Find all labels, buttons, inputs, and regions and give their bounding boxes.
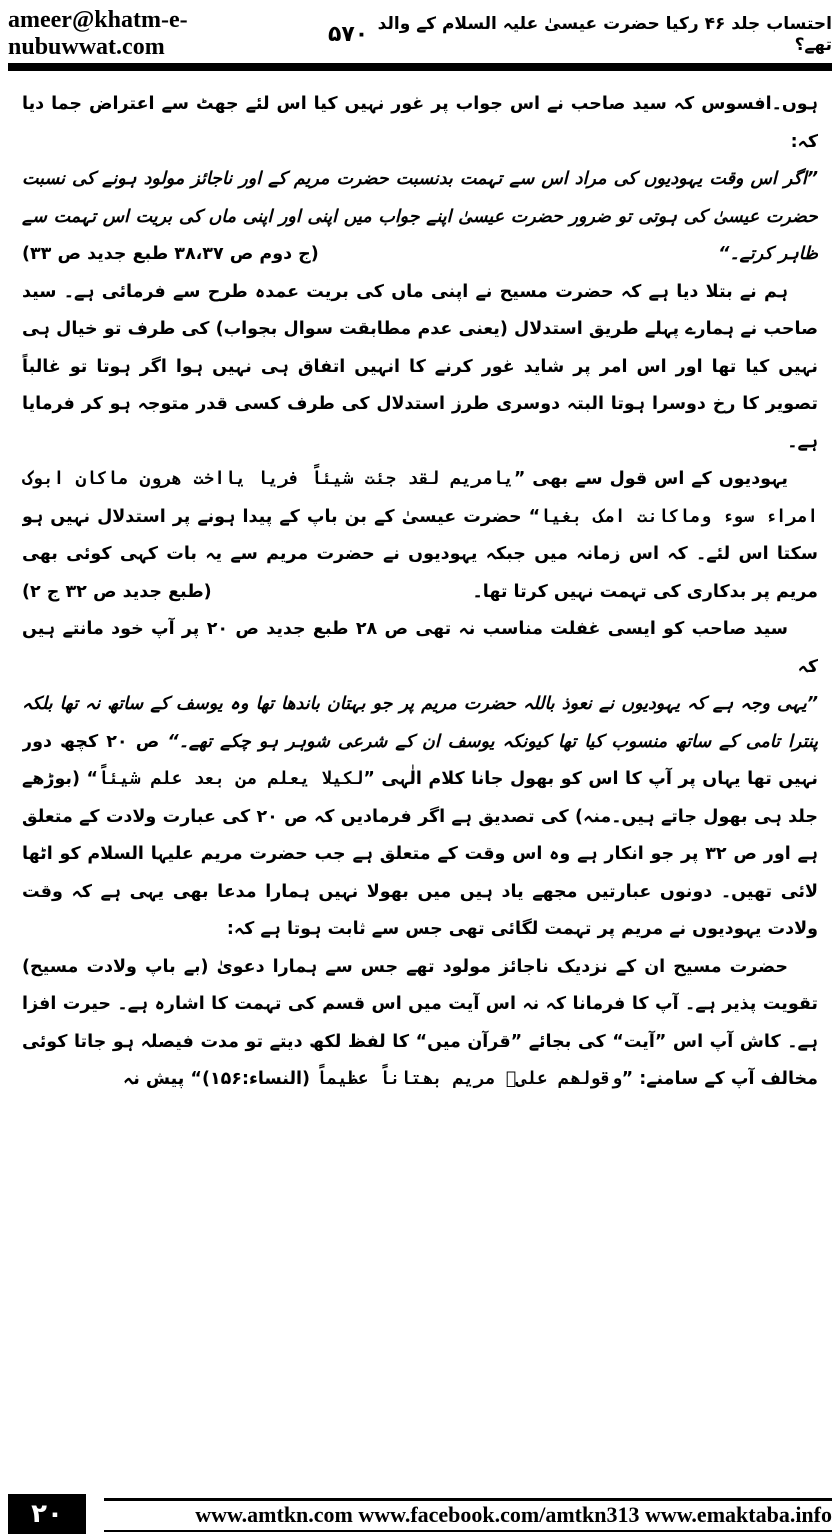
quote-1-ref: (ج دوم ص ۳۸،۳۷ طبع جدید ص ۳۳)	[22, 244, 319, 264]
paragraph-1: ہوں۔افسوس کہ سید صاحب نے اس جواب پر غور نہیں کیا اس لئے جھٹ سے اعتراض جما دیا کہ:	[22, 94, 818, 152]
header-left	[8, 7, 368, 61]
paragraph-3-b: “ حضرت عیسیٰ کے بن باپ کے پیدا ہونے پر استدلال نہیں ہو سکتا اس لئے۔ کہ اس زمانہ میں جبکہ یہودیوں نے حضرت مریم سے یہ بات کہی کوئی بھی مریم پر بدکاری کی تہمت نہیں کرتا تھا۔	[22, 506, 818, 602]
paragraph-3	[22, 461, 818, 611]
paragraph-6	[22, 949, 818, 1099]
footer-links[interactable]: www.amtkn.com www.facebook.com/amtkn313 www.emaktaba.info	[195, 1502, 832, 1527]
paragraph-5-b: “ (بوڑھے جلد ہی بھول جاتے ہیں۔منہ) کی تصدیق ہے اگر فرمادیں کہ ص ۲۰ کی عبارت ولادت کے متعلق ہے اور ص ۳۲ پر جو انکار ہے وہ اس وقت کے متعلق ہے جب حضرت مریم علیہا السلام کو اٹھا لائی تھیں۔ دونوں عبارتیں مجھے یاد ہیں میں بھولا نہیں ہمارا مدعا بھی یہی ہے کہ وقت ولادت یہودیوں نے مریم پر تہمت لگائی تھی جس سے ثابت ہوتا ہے کہ:	[22, 769, 818, 939]
arabic-verse-2: لکیلا یعلم من بعد علم شیئاً	[98, 769, 364, 789]
paragraph-2: ہم نے بتلا دیا ہے کہ حضرت مسیح نے اپنی ماں کی بریت عمدہ طرح سے فرمائی ہے۔ سید صاحب نے ہمارے پہلے طریق استدلال (یعنی عدم مطابقت سوال بجواب) کی طرف تو خیال ہی نہیں کیا تھا اور اس امر پر شاید غور کرنے کا انہیں اتفاق ہی نہیں ہوا اگر ہوتا تو غالباً تصویر کا رخ دوسرا ہوتا البتہ دوسری طرز استدلال کی طرف کسی قدر متوجہ ہو کر فرمایا ہے۔	[22, 281, 818, 452]
quote-1	[22, 161, 818, 274]
page-footer	[8, 1494, 832, 1534]
quote-1-text: ”اگر اس وقت یہودیوں کی مراد اس سے تہمت بدنسبت حضرت مریم کے اور ناجائز مولود ہونے کی نسبت حضرت عیسیٰ کی ہوتی تو ضرور حضرت عیسیٰ اپنے جواب میں اپنی اور اپنی ماں کی بریت اس تہمت سے ظاہر کرتے۔“	[22, 169, 818, 264]
arabic-verse-1: یامریم لقد جئت شیئاً فریا یااخت ھرون ماکان ابوک امراء سوء وماکانت امک بغیا	[22, 469, 818, 527]
paragraph-4: سید صاحب کو ایسی غفلت مناسب نہ تھی ص ۲۸ طبع جدید ص ۲۰ پر آپ خود مانتے ہیں کہ	[22, 619, 818, 677]
footer-rule-bottom	[104, 1530, 832, 1532]
header-rule	[8, 63, 832, 71]
footer-page-number: ۲۰	[8, 1494, 86, 1534]
paragraph-6-b: “ پیش نہ	[122, 1069, 202, 1089]
paragraph-3-a: یہودیوں کے اس قول سے بھی ”	[513, 469, 788, 489]
paragraph-3-ref: (طبع جدید ص ۳۲ ج ۲)	[22, 581, 212, 602]
arabic-verse-3: وقولھم علیٰ مریم بھتاناً عظیماً	[316, 1069, 622, 1089]
quote-2-text: ”یہی وجہ ہے کہ یہودیوں نے نعوذ باللہ حضرت مریم پر جو بہتان باندھا تھا وہ یوسف کے ساتھ نہ تھا بلکہ پنترا تامی کے ساتھ منسوب کیا تھا کیونکہ یوسف ان کے شرعی شوہر ہو چکے تھے۔“	[22, 694, 818, 752]
paragraph-5-a: ص ۲۰ کچھ دور نہیں تھا یہاں پر آپ کا اس کو بھول جانا کلام الٰہی ”	[22, 731, 818, 789]
main-text	[22, 86, 818, 1466]
paragraph-6-a: حضرت مسیح ان کے نزدیک ناجائز مولود تھے جس سے ہمارا دعویٰ (بے باپ ولادت مسیح) تقویت پذیر ہے۔ آپ کا فرمانا کہ نہ اس آیت میں اس قسم کی تہمت کا اشارہ ہے۔ حیرت افزا ہے۔ کاش آپ اس ”آیت“ کی بجائے ”قرآن میں“ کا لفظ لکھ دیتے تو مدت فیصلہ ہو جاتا کوئی مخالف آپ کے سامنے: ”	[22, 956, 818, 1089]
header-page-number: ۵۷۰	[327, 21, 369, 47]
footer-rule-top	[104, 1498, 832, 1501]
paragraph-5	[22, 686, 818, 949]
page-header	[8, 7, 832, 60]
header-email[interactable]: ameer@khatm-e-nubuwwat.com	[8, 7, 188, 60]
header-title: احتساب جلد ۴۶ رکیا حضرت عیسیٰ علیہ السلام کے والد تھے؟	[377, 14, 832, 55]
verse-3-ref: (النساء:۱۵۶)	[201, 1069, 311, 1089]
